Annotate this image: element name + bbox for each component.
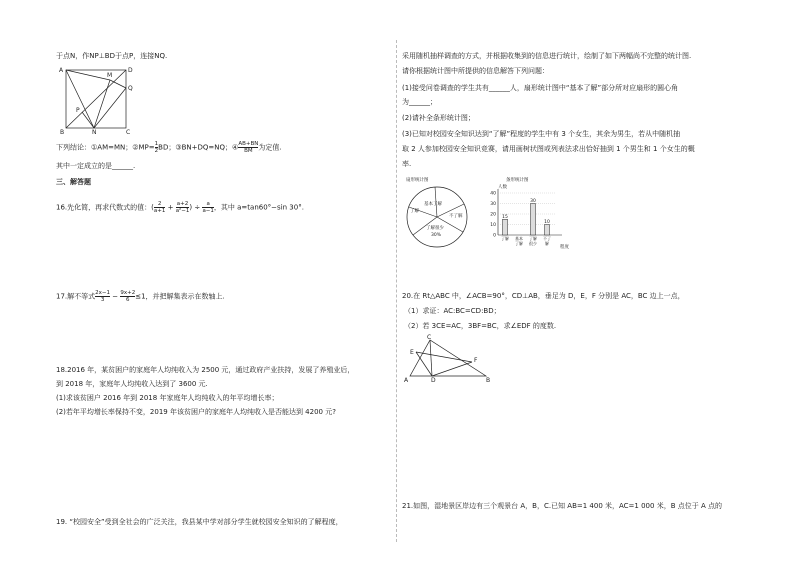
bar-category-1-b: 了解 [515, 241, 523, 246]
q19-part-1b: 为______； [402, 98, 437, 106]
q17: 17.解不等式 $\frac{2x-1}{3}$ − $\frac{9x+2}{6}$ ≤1，并把解集表示在数轴上. [56, 290, 225, 303]
fig15-label-D: D [128, 67, 133, 74]
q20-part-2: （2）若 3CE=AC，3BF=BC，求∠EDF 的度数. [404, 322, 557, 330]
bar-y-axis-label: 人数 [498, 185, 507, 190]
bar-3 [545, 225, 550, 236]
column-divider [396, 40, 397, 542]
q19-intro-2: 请你根据统计图中所提供的信息解答下列问题： [402, 67, 549, 75]
q15-continuation: 于点N，作NP⊥BD于点P，连接NQ. [56, 52, 168, 60]
bar-2 [531, 204, 536, 236]
fig15-label-B: B [60, 129, 65, 134]
pie-chart-title: 扇形统计图 [406, 178, 429, 183]
q19-part-3-line-1: (3)已知对校园安全知识达到“了解”程度的学生中有 3 个女生，其余为男生，若从中随机抽 [402, 130, 681, 138]
right-column [402, 0, 744, 562]
bar-data-label-2: 30 [530, 199, 536, 204]
bar-category-3-b: 解 [545, 241, 549, 246]
q19-part-3-line-2: 取 2 人参加校园安全知识竞赛，请用画树状图或列表法求出恰好抽到 1 个男生和 1 个女生的概 [402, 145, 695, 153]
bar-y-tick-20: 20 [490, 212, 496, 218]
pie-label-basic: 基本了解 [424, 202, 442, 207]
fig15-label-P: P [76, 107, 80, 114]
q15-answer-prompt: 其中一定成立的是______. [56, 162, 136, 170]
bar-data-label-3: 10 [544, 220, 550, 225]
fig20-label-F: F [474, 357, 478, 364]
bar-chart-title: 条形统计图 [506, 178, 529, 183]
q20-line-1: 20.在 Rt△ABC 中，∠ACB=90°，CD⊥AB，垂足为 D，E，F 分别是 AC，BC 边上一点， [402, 292, 685, 300]
pie-label-understand: 了解 [410, 209, 419, 214]
pie-chart [402, 175, 472, 257]
bar-0 [503, 219, 508, 235]
fig15-label-Q: Q [128, 85, 133, 92]
q19-part-1: (1)接受问卷调查的学生共有______人，扇形统计图中“基本了解”部分所对应扇形的圆心角 [402, 84, 679, 92]
fraction-half: $\frac{1}{2}$ [154, 141, 159, 154]
q20-triangle-figure [402, 334, 498, 384]
fig15-label-M: M [107, 72, 113, 79]
q18-line-3: (1)求该贫困户 2016 年到 2018 年家庭年人均纯收入的年平均增长率； [56, 394, 279, 402]
bar-category-2-b: 很少 [529, 241, 537, 246]
q18-line-1: 18.2016 年，某贫困户的家庭年人均纯收入为 2500 元，通过政府产业扶持，发展了养殖业后， [56, 366, 355, 374]
q21-start: 21.如图，湿地景区岸边有三个观景台 A，B，C.已知 AB=1 400 米，AC=1 000 米，B 点位于 A 点的 [402, 502, 722, 510]
bar-y-tick-40: 40 [490, 191, 496, 197]
bar-chart [480, 175, 574, 253]
q19-part-3-line-3: 率. [402, 160, 412, 168]
bar-category-0: 了解 [501, 236, 509, 241]
q18-line-4: (2)若年平均增长率保持不变，2019 年该贫困户的家庭年人均纯收入是否能达到 4200 元? [56, 408, 336, 416]
q19-part-2: (2)请补全条形统计图； [402, 114, 475, 122]
q16: 16.先化简，再求代数式的值：( $\frac{2}{a+1}$ + $\frac{a+2}{\text{a²−1}}$ ) ÷ $\frac{a}{a-1}$ ，其中 a=tan60°−sin 30°. [56, 201, 304, 214]
fig15-label-C: C [126, 129, 131, 134]
fig20-label-A: A [404, 377, 409, 384]
q15-square-figure [58, 64, 138, 134]
fig20-label-C: C [427, 334, 432, 341]
fig15-label-A: A [59, 67, 64, 74]
bar-data-label-0: 15 [502, 214, 508, 220]
bar-category-2: 了解 [529, 236, 537, 241]
bar-y-tick-30: 30 [490, 202, 496, 207]
pie-value-label-little: 30% [431, 233, 442, 238]
q15-conclusions: 下列结论：①AM=MN；②MP= $\frac{1}{2}$ BD；③BN+DQ=NQ；④ $\frac{AB+BN}{BM}$ 为定值. [56, 141, 282, 154]
q20-part-1: （1）求证：AC:BC=CD:BD； [404, 307, 501, 315]
bar-category-1: 基本 [515, 236, 523, 241]
bar-y-tick-10: 10 [490, 223, 496, 228]
bar-x-axis-label: 程度 [560, 245, 569, 250]
fig20-label-D: D [431, 377, 436, 384]
fig20-label-B: B [486, 377, 491, 384]
fig20-label-E: E [410, 349, 414, 356]
left-column [56, 0, 386, 562]
q19-intro-1: 采用随机抽样调查的方式，并根据收集到的信息进行统计，绘制了如下两幅尚不完整的统计图. [402, 52, 692, 60]
bar-category-3: 不了 [543, 236, 551, 241]
pie-label-little: 了解很少 [426, 226, 444, 231]
q19-start: 19. “校园安全”受到全社会的广泛关注，我县某中学对部分学生就校园安全知识的了解程度， [56, 518, 343, 526]
fraction-ab-bn-over-bm: $\frac{AB+BN}{BM}$ [238, 141, 259, 154]
bar-y-tick-0: 0 [493, 233, 496, 239]
pie-label-not-understand: 不了解 [449, 214, 463, 219]
section-heading: 三、解答题 [56, 178, 91, 186]
fig15-label-N: N [92, 129, 97, 134]
q18-line-2: 到 2018 年，家庭年人均纯收入达到了 3600 元. [56, 380, 208, 388]
